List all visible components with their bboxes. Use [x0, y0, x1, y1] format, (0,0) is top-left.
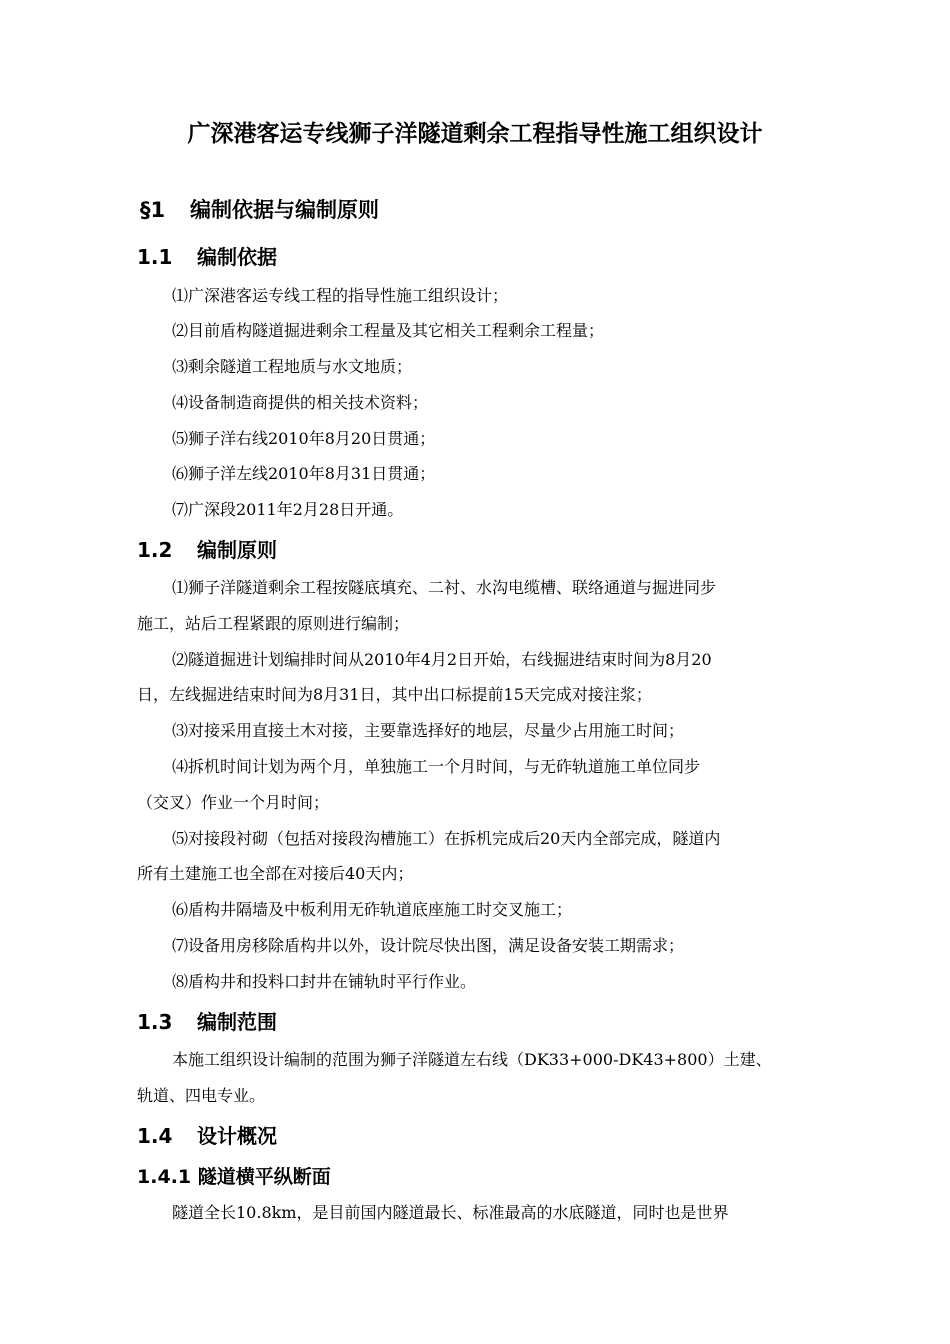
- paragraph-line: ⑻盾构井和投料口封井在铺轨时平行作业。: [172, 972, 477, 991]
- paragraph-line: ⑹盾构井隔墙及中板利用无砟轨道底座施工时交叉施工；: [172, 900, 573, 919]
- subsection-heading-1-3: [137, 1008, 277, 1036]
- section-heading-1: [140, 195, 379, 225]
- paragraph-line: （交叉）作业一个月时间；: [137, 793, 330, 812]
- subsection-number: 1.2: [137, 538, 173, 562]
- list-item: ⑸狮子洋右线2010年8月20日贯通；: [172, 429, 436, 448]
- subsection-number: 1.4: [137, 1124, 173, 1148]
- section-title: 编制依据与编制原则: [190, 198, 379, 222]
- document-title: 广深港客运专线狮子洋隧道剩余工程指导性施工组织设计: [187, 121, 763, 147]
- paragraph-line: ⑵隧道掘进计划编排时间从2010年4月2日开始，右线掘进结束时间为8月20: [172, 650, 712, 669]
- subsubsection-heading-1-4-1: [137, 1163, 331, 1191]
- paragraph-line: 日，左线掘进结束时间为8月31日，其中出口标提前15天完成对接注浆；: [137, 685, 652, 704]
- subsection-heading-1-4: [137, 1122, 277, 1150]
- subsection-number: 1.3: [137, 1010, 173, 1034]
- paragraph-line: ⑴狮子洋隧道剩余工程按隧底填充、二衬、水沟电缆槽、联络通道与掘进同步: [172, 578, 717, 597]
- subsection-heading-1-1: [137, 243, 277, 271]
- list-item: ⑵目前盾构隧道掘进剩余工程量及其它相关工程剩余工程量；: [172, 321, 605, 340]
- paragraph-line: 隧道全长10.8km，是目前国内隧道最长、标准最高的水底隧道，同时也是世界: [172, 1203, 729, 1222]
- paragraph-line: 施工，站后工程紧跟的原则进行编制；: [137, 614, 410, 633]
- paragraph-line: ⑶对接采用直接土木对接，主要靠选择好的地层，尽量少占用施工时间；: [172, 721, 685, 740]
- paragraph-line: ⑷拆机时间计划为两个月，单独施工一个月时间，与无砟轨道施工单位同步: [172, 757, 701, 776]
- paragraph-line: ⑸对接段衬砌（包括对接段沟槽施工）在拆机完成后20天内全部完成，隧道内: [172, 829, 721, 848]
- subsection-title: 设计概况: [197, 1124, 277, 1148]
- section-number: §1: [140, 198, 166, 222]
- paragraph-line: ⑺设备用房移除盾构井以外，设计院尽快出图，满足设备安装工期需求；: [172, 936, 685, 955]
- list-item: ⑷设备制造商提供的相关技术资料；: [172, 393, 429, 412]
- subsection-title: 编制原则: [197, 538, 277, 562]
- subsection-title: 编制依据: [197, 245, 277, 269]
- subsection-title: 编制范围: [197, 1010, 277, 1034]
- list-item: ⑶剩余隧道工程地质与水文地质；: [172, 357, 413, 376]
- subsection-number: 1.1: [137, 245, 173, 269]
- paragraph-line: 本施工组织设计编制的范围为狮子洋隧道左右线（DK33+000-DK43+800）土建、: [172, 1050, 772, 1069]
- list-item: ⑴广深港客运专线工程的指导性施工组织设计；: [172, 286, 509, 305]
- subsection-heading-1-2: [137, 536, 277, 564]
- list-item: ⑺广深段2011年2月28日开通。: [172, 500, 404, 519]
- paragraph-line: 轨道、四电专业。: [137, 1086, 266, 1105]
- list-item: ⑹狮子洋左线2010年8月31日贯通；: [172, 464, 436, 483]
- subsubsection-title: 隧道横平纵断面: [197, 1166, 331, 1188]
- subsubsection-number: 1.4.1: [137, 1166, 192, 1188]
- paragraph-line: 所有土建施工也全部在对接后40天内；: [137, 864, 414, 883]
